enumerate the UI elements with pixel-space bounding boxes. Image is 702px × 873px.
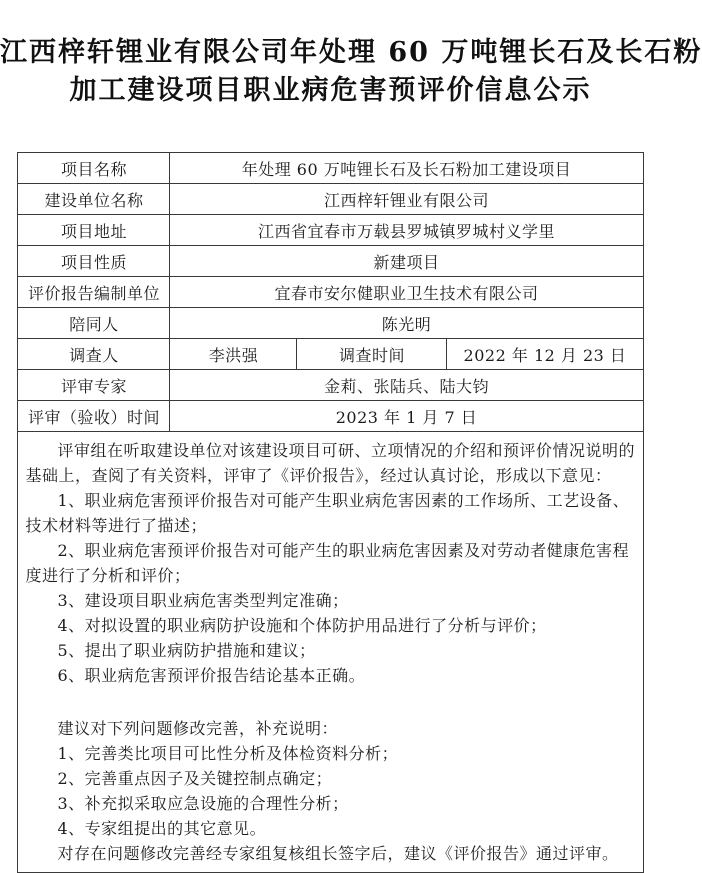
row-label: 评审（验收）时间 bbox=[18, 401, 170, 432]
row-value: 年处理 60 万吨锂长石及长石粉加工建设项目 bbox=[170, 153, 643, 184]
row-value: 李洪强 bbox=[170, 339, 297, 370]
opinion-item: 5、提出了职业病防护措施和建议； bbox=[57, 641, 316, 660]
table-row-investigator bbox=[18, 339, 643, 370]
suggestion-item: 1、完善类比项目可比性分析及体检资料分析； bbox=[57, 744, 399, 763]
row-label: 陪同人 bbox=[18, 308, 170, 339]
row-value: 江西梓轩锂业有限公司 bbox=[170, 184, 643, 215]
row-value: 陈光明 bbox=[170, 308, 643, 339]
opinion-item: 2、职业病危害预评价报告对可能产生的职业病危害因素及对劳动者健康危害程度进行了分析和评价； bbox=[25, 541, 630, 585]
row-value: 金莉、张陆兵、陆大钧 bbox=[170, 370, 643, 401]
opinion-item: 4、对拟设置的职业病防护设施和个体防护用品进行了分析与评价； bbox=[57, 616, 547, 635]
table-row-review-experts bbox=[18, 370, 643, 401]
row-label: 评审专家 bbox=[18, 370, 170, 401]
row-label: 调查时间 bbox=[297, 339, 447, 370]
page-title-line1: 江西梓轩锂业有限公司年处理 60 万吨锂长石及长石粉 bbox=[0, 37, 702, 68]
suggestion-intro: 建议对下列问题修改完善，补充说明： bbox=[57, 719, 338, 738]
info-table bbox=[17, 152, 643, 873]
row-value: 新建项目 bbox=[170, 246, 643, 277]
suggestion-item: 4、专家组提出的其它意见。 bbox=[57, 819, 267, 838]
row-label: 项目性质 bbox=[18, 246, 170, 277]
page-title-line2: 加工建设项目职业病危害预评价信息公示 bbox=[69, 75, 592, 106]
row-value: 2023 年 1 月 7 日 bbox=[170, 401, 643, 432]
opinion-cell bbox=[18, 432, 643, 873]
table-row-accompanying-person bbox=[18, 308, 643, 339]
table-row-report-unit bbox=[18, 277, 643, 308]
row-label: 评价报告编制单位 bbox=[18, 277, 170, 308]
opinion-item: 3、建设项目职业病危害类型判定准确； bbox=[57, 591, 349, 610]
page-title bbox=[0, 0, 702, 110]
opinion-item: 1、职业病危害预评价报告对可能产生职业病危害因素的工作场所、工艺设备、技术材料等进行了描述； bbox=[25, 491, 630, 535]
table-row-project-nature bbox=[18, 246, 643, 277]
table-row-review-time bbox=[18, 401, 643, 432]
opinion-conclusion: 对存在问题修改完善经专家组复核组长签字后，建议《评价报告》通过评审。 bbox=[57, 844, 619, 863]
suggestion-item: 2、完善重点因子及关键控制点确定； bbox=[57, 769, 333, 788]
row-label: 项目地址 bbox=[18, 215, 170, 246]
opinion-intro: 评审组在听取建设单位对该建设项目可研、立项情况的介绍和预评价情况说明的基础上，查阅了有关资料，评审了《评价报告》，经过认真讨论，形成以下意见： bbox=[25, 441, 635, 485]
table-row-project-name bbox=[18, 153, 643, 184]
row-label: 调查人 bbox=[18, 339, 170, 370]
row-label: 建设单位名称 bbox=[18, 184, 170, 215]
row-value: 2022 年 12 月 23 日 bbox=[447, 339, 643, 370]
opinion-item: 6、职业病危害预评价报告结论基本正确。 bbox=[57, 666, 366, 685]
row-label: 项目名称 bbox=[18, 153, 170, 184]
suggestion-item: 3、补充拟采取应急设施的合理性分析； bbox=[57, 794, 349, 813]
row-value: 江西省宜春市万载县罗城镇罗城村义学里 bbox=[170, 215, 643, 246]
row-value: 宜春市安尔健职业卫生技术有限公司 bbox=[170, 277, 643, 308]
table-row-opinion bbox=[18, 432, 643, 873]
table-row-builder-name bbox=[18, 184, 643, 215]
table-row-project-address bbox=[18, 215, 643, 246]
